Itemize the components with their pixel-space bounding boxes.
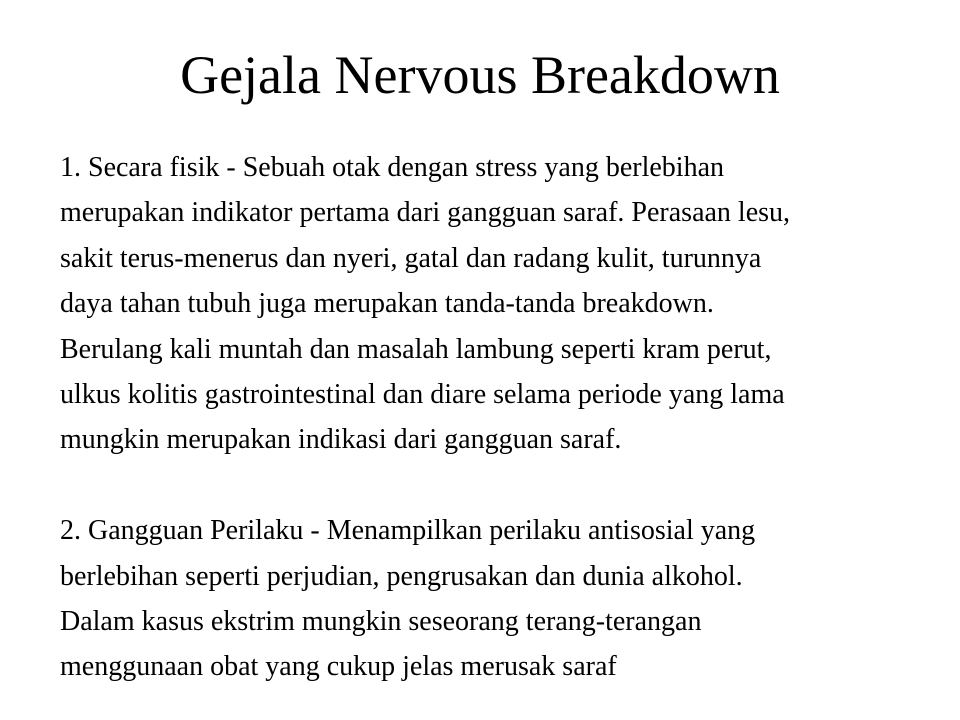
text-line: berlebihan seperti perjudian, pengrusakan dan dunia alkohol. <box>60 560 743 592</box>
text-line: 1. Secara fisik - Sebuah otak dengan stress yang berlebihan <box>60 152 725 183</box>
text-line: merupakan indikator pertama dari gangguan saraf. Perasaan lesu, <box>60 197 791 229</box>
text-line: 2. Gangguan Perilaku - Menampilkan perilaku antisosial yang <box>60 515 756 547</box>
slide-body <box>60 145 940 690</box>
paragraph-spacer <box>60 463 940 508</box>
text-line: Dalam kasus ekstrim mungkin seseorang terang-terangan <box>60 605 702 637</box>
paragraph-physical-symptoms <box>60 145 940 463</box>
text-line: Berulang kali muntah dan masalah lambung seperti kram perut, <box>60 333 772 365</box>
paragraph-behavioral-disorders <box>60 508 940 690</box>
text-line: ulkus kolitis gastrointestinal dan diare selama periode yang lama <box>60 378 785 410</box>
text-line: mungkin merupakan indikasi dari gangguan saraf. <box>60 424 622 456</box>
text-line: daya tahan tubuh juga merupakan tanda-tanda breakdown. <box>60 288 714 320</box>
text-line: sakit terus-menerus dan nyeri, gatal dan radang kulit, turunnya <box>60 242 762 274</box>
text-line: menggunaan obat yang cukup jelas merusak saraf <box>60 651 617 683</box>
slide-title: Gejala Nervous Breakdown <box>180 45 780 105</box>
